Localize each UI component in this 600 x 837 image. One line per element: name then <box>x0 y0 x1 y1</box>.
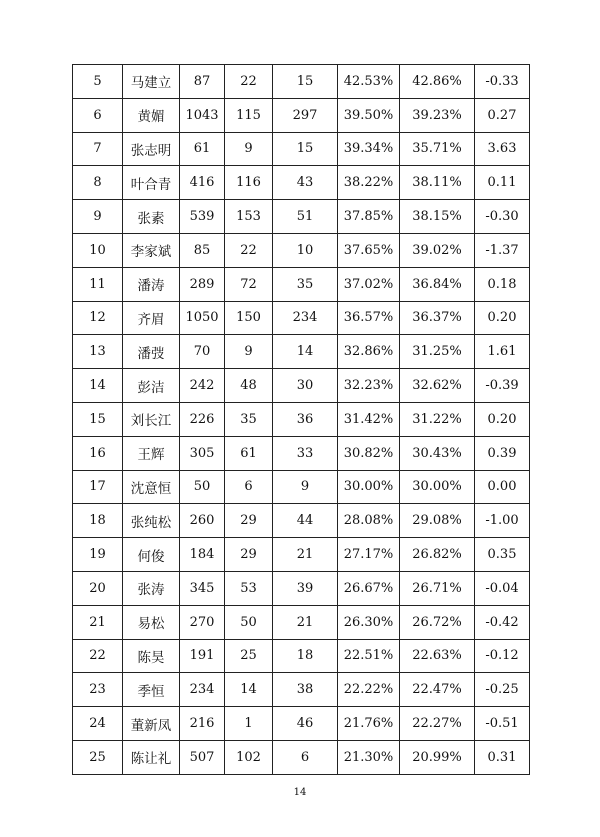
name-cell: 黄媚 <box>123 98 180 132</box>
table-row <box>73 267 530 301</box>
rate-current-cell: 42.53% <box>338 65 400 99</box>
count-a-cell: 29 <box>225 504 273 538</box>
count-b-cell: 18 <box>273 639 338 673</box>
total-cell: 50 <box>180 470 225 504</box>
rate-previous-cell: 31.22% <box>400 402 475 436</box>
count-a-cell: 9 <box>225 335 273 369</box>
name-cell: 王辉 <box>123 436 180 470</box>
count-a-cell: 22 <box>225 65 273 99</box>
total-cell: 216 <box>180 707 225 741</box>
rate-current-cell: 22.22% <box>338 673 400 707</box>
change-cell: -0.30 <box>475 200 530 234</box>
rate-current-cell: 37.85% <box>338 200 400 234</box>
name-cell: 李家斌 <box>123 233 180 267</box>
rate-previous-cell: 31.25% <box>400 335 475 369</box>
rate-current-cell: 26.30% <box>338 605 400 639</box>
change-cell: 0.00 <box>475 470 530 504</box>
rate-current-cell: 21.76% <box>338 707 400 741</box>
total-cell: 85 <box>180 233 225 267</box>
name-cell: 沈意恒 <box>123 470 180 504</box>
count-a-cell: 102 <box>225 740 273 774</box>
rank-cell: 11 <box>73 267 123 301</box>
rate-previous-cell: 30.00% <box>400 470 475 504</box>
rank-cell: 18 <box>73 504 123 538</box>
count-a-cell: 61 <box>225 436 273 470</box>
rate-previous-cell: 29.08% <box>400 504 475 538</box>
rank-cell: 22 <box>73 639 123 673</box>
rate-current-cell: 32.23% <box>338 369 400 403</box>
table-row <box>73 571 530 605</box>
rate-previous-cell: 42.86% <box>400 65 475 99</box>
table-body <box>73 65 530 775</box>
name-cell: 潘弢 <box>123 335 180 369</box>
count-b-cell: 9 <box>273 470 338 504</box>
rank-cell: 21 <box>73 605 123 639</box>
count-a-cell: 22 <box>225 233 273 267</box>
count-b-cell: 234 <box>273 301 338 335</box>
rate-previous-cell: 22.47% <box>400 673 475 707</box>
change-cell: 0.18 <box>475 267 530 301</box>
count-a-cell: 14 <box>225 673 273 707</box>
table-row <box>73 673 530 707</box>
name-cell: 易松 <box>123 605 180 639</box>
rank-cell: 7 <box>73 132 123 166</box>
table-row <box>73 301 530 335</box>
count-a-cell: 116 <box>225 166 273 200</box>
rank-cell: 23 <box>73 673 123 707</box>
rate-previous-cell: 26.71% <box>400 571 475 605</box>
name-cell: 张素 <box>123 200 180 234</box>
count-b-cell: 10 <box>273 233 338 267</box>
count-a-cell: 53 <box>225 571 273 605</box>
name-cell: 刘长江 <box>123 402 180 436</box>
count-a-cell: 50 <box>225 605 273 639</box>
rank-cell: 5 <box>73 65 123 99</box>
name-cell: 齐眉 <box>123 301 180 335</box>
rate-current-cell: 27.17% <box>338 538 400 572</box>
rate-current-cell: 30.82% <box>338 436 400 470</box>
count-b-cell: 38 <box>273 673 338 707</box>
total-cell: 305 <box>180 436 225 470</box>
table-row <box>73 132 530 166</box>
total-cell: 289 <box>180 267 225 301</box>
change-cell: 0.27 <box>475 98 530 132</box>
rate-current-cell: 38.22% <box>338 166 400 200</box>
change-cell: -0.04 <box>475 571 530 605</box>
table-row <box>73 233 530 267</box>
count-b-cell: 6 <box>273 740 338 774</box>
rank-cell: 20 <box>73 571 123 605</box>
change-cell: 0.20 <box>475 402 530 436</box>
change-cell: -0.42 <box>475 605 530 639</box>
rank-cell: 19 <box>73 538 123 572</box>
total-cell: 539 <box>180 200 225 234</box>
count-b-cell: 30 <box>273 369 338 403</box>
rate-current-cell: 31.42% <box>338 402 400 436</box>
table-row <box>73 402 530 436</box>
name-cell: 张纯松 <box>123 504 180 538</box>
name-cell: 董新凤 <box>123 707 180 741</box>
rate-previous-cell: 39.02% <box>400 233 475 267</box>
change-cell: -0.25 <box>475 673 530 707</box>
table-row <box>73 436 530 470</box>
total-cell: 1043 <box>180 98 225 132</box>
rate-current-cell: 36.57% <box>338 301 400 335</box>
table-row <box>73 605 530 639</box>
name-cell: 陈昊 <box>123 639 180 673</box>
count-b-cell: 15 <box>273 65 338 99</box>
rate-current-cell: 39.34% <box>338 132 400 166</box>
total-cell: 61 <box>180 132 225 166</box>
total-cell: 260 <box>180 504 225 538</box>
table-row <box>73 200 530 234</box>
rate-previous-cell: 38.11% <box>400 166 475 200</box>
rate-previous-cell: 36.84% <box>400 267 475 301</box>
name-cell: 何俊 <box>123 538 180 572</box>
total-cell: 270 <box>180 605 225 639</box>
count-a-cell: 115 <box>225 98 273 132</box>
rate-previous-cell: 38.15% <box>400 200 475 234</box>
name-cell: 张志明 <box>123 132 180 166</box>
total-cell: 416 <box>180 166 225 200</box>
rate-current-cell: 22.51% <box>338 639 400 673</box>
name-cell: 潘涛 <box>123 267 180 301</box>
change-cell: -1.00 <box>475 504 530 538</box>
total-cell: 1050 <box>180 301 225 335</box>
rate-previous-cell: 32.62% <box>400 369 475 403</box>
count-a-cell: 153 <box>225 200 273 234</box>
rate-previous-cell: 22.63% <box>400 639 475 673</box>
table-row <box>73 740 530 774</box>
rate-previous-cell: 30.43% <box>400 436 475 470</box>
table-row <box>73 98 530 132</box>
name-cell: 季恒 <box>123 673 180 707</box>
rank-cell: 9 <box>73 200 123 234</box>
count-b-cell: 35 <box>273 267 338 301</box>
total-cell: 242 <box>180 369 225 403</box>
rate-current-cell: 37.02% <box>338 267 400 301</box>
rate-previous-cell: 26.82% <box>400 538 475 572</box>
table-row <box>73 538 530 572</box>
total-cell: 345 <box>180 571 225 605</box>
rate-current-cell: 21.30% <box>338 740 400 774</box>
rank-cell: 15 <box>73 402 123 436</box>
rate-previous-cell: 26.72% <box>400 605 475 639</box>
change-cell: 0.20 <box>475 301 530 335</box>
change-cell: 3.63 <box>475 132 530 166</box>
name-cell: 马建立 <box>123 65 180 99</box>
count-a-cell: 25 <box>225 639 273 673</box>
name-cell: 张涛 <box>123 571 180 605</box>
change-cell: 0.39 <box>475 436 530 470</box>
name-cell: 叶合青 <box>123 166 180 200</box>
change-cell: -0.39 <box>475 369 530 403</box>
total-cell: 234 <box>180 673 225 707</box>
table-row <box>73 166 530 200</box>
change-cell: -0.12 <box>475 639 530 673</box>
total-cell: 226 <box>180 402 225 436</box>
rank-cell: 6 <box>73 98 123 132</box>
table-row <box>73 504 530 538</box>
count-b-cell: 21 <box>273 538 338 572</box>
count-b-cell: 39 <box>273 571 338 605</box>
rate-current-cell: 26.67% <box>338 571 400 605</box>
rate-current-cell: 28.08% <box>338 504 400 538</box>
rate-current-cell: 39.50% <box>338 98 400 132</box>
change-cell: -1.37 <box>475 233 530 267</box>
change-cell: -0.33 <box>475 65 530 99</box>
rank-cell: 12 <box>73 301 123 335</box>
table-row <box>73 639 530 673</box>
rank-cell: 13 <box>73 335 123 369</box>
count-b-cell: 44 <box>273 504 338 538</box>
total-cell: 507 <box>180 740 225 774</box>
table-row <box>73 470 530 504</box>
rank-cell: 25 <box>73 740 123 774</box>
rate-current-cell: 37.65% <box>338 233 400 267</box>
change-cell: 0.35 <box>475 538 530 572</box>
change-cell: -0.51 <box>475 707 530 741</box>
rank-cell: 14 <box>73 369 123 403</box>
rate-previous-cell: 36.37% <box>400 301 475 335</box>
count-b-cell: 51 <box>273 200 338 234</box>
count-a-cell: 1 <box>225 707 273 741</box>
name-cell: 彭洁 <box>123 369 180 403</box>
count-a-cell: 48 <box>225 369 273 403</box>
ranking-table <box>72 64 530 775</box>
rate-previous-cell: 22.27% <box>400 707 475 741</box>
rate-previous-cell: 20.99% <box>400 740 475 774</box>
count-a-cell: 6 <box>225 470 273 504</box>
count-b-cell: 36 <box>273 402 338 436</box>
table-row <box>73 335 530 369</box>
count-a-cell: 29 <box>225 538 273 572</box>
rank-cell: 8 <box>73 166 123 200</box>
page-number: 14 <box>293 787 307 798</box>
total-cell: 191 <box>180 639 225 673</box>
change-cell: 0.11 <box>475 166 530 200</box>
count-b-cell: 33 <box>273 436 338 470</box>
total-cell: 184 <box>180 538 225 572</box>
rate-current-cell: 32.86% <box>338 335 400 369</box>
total-cell: 87 <box>180 65 225 99</box>
count-a-cell: 35 <box>225 402 273 436</box>
rank-cell: 17 <box>73 470 123 504</box>
rate-current-cell: 30.00% <box>338 470 400 504</box>
change-cell: 1.61 <box>475 335 530 369</box>
count-b-cell: 297 <box>273 98 338 132</box>
count-b-cell: 14 <box>273 335 338 369</box>
count-a-cell: 150 <box>225 301 273 335</box>
rank-cell: 10 <box>73 233 123 267</box>
rate-previous-cell: 35.71% <box>400 132 475 166</box>
rank-cell: 24 <box>73 707 123 741</box>
count-a-cell: 72 <box>225 267 273 301</box>
rank-cell: 16 <box>73 436 123 470</box>
table-row <box>73 369 530 403</box>
count-b-cell: 46 <box>273 707 338 741</box>
count-b-cell: 15 <box>273 132 338 166</box>
total-cell: 70 <box>180 335 225 369</box>
name-cell: 陈让礼 <box>123 740 180 774</box>
count-b-cell: 21 <box>273 605 338 639</box>
table-row <box>73 65 530 99</box>
count-a-cell: 9 <box>225 132 273 166</box>
table-row <box>73 707 530 741</box>
rate-previous-cell: 39.23% <box>400 98 475 132</box>
change-cell: 0.31 <box>475 740 530 774</box>
count-b-cell: 43 <box>273 166 338 200</box>
